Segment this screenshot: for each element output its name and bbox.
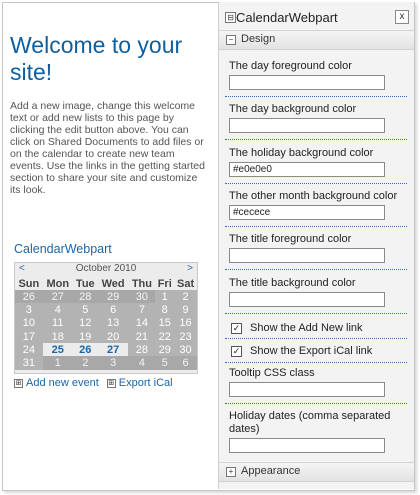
calendar-day[interactable]: 5	[73, 303, 98, 316]
show-export-row[interactable]	[231, 345, 372, 357]
show-export-checkbox[interactable]: ✓	[232, 345, 241, 356]
calendar-day[interactable]: 20	[98, 330, 129, 343]
calendar-day[interactable]: 23	[174, 330, 197, 343]
calendar-day[interactable]: 4	[128, 356, 155, 369]
design-section-label: Design	[241, 33, 276, 45]
weekday-header: Tue	[75, 277, 95, 290]
title-background-input[interactable]	[229, 292, 385, 307]
holiday-background-label: The holiday background color	[229, 147, 374, 159]
weekday-header: Sat	[176, 277, 195, 290]
next-month-button[interactable]: >	[187, 263, 193, 274]
show-add-new-checkbox[interactable]: ✓	[232, 322, 241, 333]
divider	[225, 183, 407, 184]
weekday-header: Fri	[157, 277, 172, 290]
expand-icon: ⊞	[15, 379, 22, 387]
divider	[225, 313, 407, 314]
weekday-header: Wed	[101, 277, 125, 290]
add-new-event-link[interactable]: Add new event	[26, 377, 99, 389]
appearance-section-label: Appearance	[241, 465, 301, 477]
calendar-actions	[14, 377, 173, 389]
calendar-day[interactable]: 27	[43, 290, 73, 303]
export-ical-link[interactable]: Export iCal	[118, 377, 173, 389]
holiday-background-input[interactable]	[229, 162, 385, 177]
divider	[225, 269, 407, 270]
design-section-header[interactable]	[219, 30, 414, 50]
show-add-new-row[interactable]	[231, 322, 363, 334]
weekday-header: Mon	[46, 277, 70, 290]
close-icon[interactable]: x	[395, 10, 409, 24]
day-foreground-label: The day foreground color	[229, 60, 352, 72]
calendar-day[interactable]: 1	[43, 356, 73, 369]
calendar-day-highlight[interactable]: 25	[43, 343, 73, 356]
calendar-day-highlight[interactable]: 26	[73, 343, 98, 356]
calendar-day[interactable]: 2	[73, 356, 98, 369]
calendar-day[interactable]: 6	[98, 303, 129, 316]
calendar-widget	[14, 262, 198, 374]
calendar-day-highlight[interactable]: 27	[98, 343, 129, 356]
day-foreground-input[interactable]	[229, 75, 385, 90]
calendar-day[interactable]: 17	[15, 330, 43, 343]
calendar-day[interactable]: 31	[15, 356, 43, 369]
calendar-day[interactable]: 4	[43, 303, 73, 316]
day-background-input[interactable]	[229, 118, 385, 133]
calendar-day[interactable]: 30	[174, 343, 197, 356]
calendar-day[interactable]: 11	[43, 317, 73, 330]
calendar-day[interactable]: 7	[128, 303, 155, 316]
divider	[225, 96, 407, 97]
calendar-day[interactable]: 8	[155, 303, 174, 316]
expand-icon: ⊞	[108, 379, 115, 387]
tool-pane-title: CalendarWebpart	[236, 10, 338, 25]
title-foreground-label: The title foreground color	[229, 233, 352, 245]
prev-month-button[interactable]: <	[19, 263, 25, 274]
calendar-grid	[15, 277, 197, 370]
calendar-day[interactable]: 24	[15, 343, 43, 356]
calendar-day[interactable]: 6	[174, 356, 197, 369]
calendar-day[interactable]: 29	[98, 290, 129, 303]
holiday-dates-input[interactable]	[229, 438, 385, 453]
divider	[225, 403, 407, 404]
calendar-day[interactable]: 29	[155, 343, 174, 356]
title-background-label: The title background color	[229, 277, 356, 289]
calendar-day[interactable]: 1	[155, 290, 174, 303]
tool-pane	[218, 2, 414, 489]
tool-pane-header	[219, 8, 414, 28]
tooltip-css-label: Tooltip CSS class	[229, 367, 315, 379]
calendar-day[interactable]: 9	[174, 303, 197, 316]
calendar-day[interactable]: 12	[73, 317, 98, 330]
holiday-dates-label: Holiday dates (comma separated dates)	[229, 410, 391, 435]
calendar-day[interactable]: 19	[73, 330, 98, 343]
day-background-label: The day background color	[229, 103, 357, 115]
tooltip-css-input[interactable]	[229, 382, 385, 397]
other-month-background-label: The other month background color	[229, 190, 398, 202]
other-month-background-input[interactable]	[229, 205, 385, 220]
calendar-day[interactable]: 3	[98, 356, 129, 369]
title-foreground-input[interactable]	[229, 248, 385, 263]
calendar-day[interactable]: 5	[155, 356, 174, 369]
calendar-day[interactable]: 3	[15, 303, 43, 316]
calendar-day[interactable]: 22	[155, 330, 174, 343]
calendar-day[interactable]: 28	[128, 343, 155, 356]
divider	[225, 226, 407, 227]
divider	[225, 139, 407, 140]
calendar-day[interactable]: 16	[174, 317, 197, 330]
calendar-day[interactable]: 10	[15, 317, 43, 330]
calendar-month-label: October 2010	[75, 263, 137, 274]
calendar-day[interactable]: 2	[174, 290, 197, 303]
welcome-title: Welcome to your site!	[10, 32, 183, 85]
calendar-day[interactable]: 21	[128, 330, 155, 343]
collapse-icon[interactable]: −	[226, 35, 236, 45]
calendar-day[interactable]: 30	[128, 290, 155, 303]
show-export-label: Show the Export iCal link	[250, 345, 373, 357]
show-add-new-label: Show the Add New link	[250, 322, 363, 334]
weekday-header: Sun	[18, 277, 40, 290]
calendar-day[interactable]: 15	[155, 317, 174, 330]
weekday-header: Thu	[131, 277, 152, 290]
calendar-day[interactable]: 26	[15, 290, 43, 303]
calendar-webpart-title[interactable]: CalendarWebpart	[14, 242, 112, 256]
calendar-day[interactable]: 18	[43, 330, 73, 343]
calendar-day[interactable]: 13	[98, 317, 129, 330]
calendar-nav	[15, 263, 197, 276]
expand-icon[interactable]: +	[226, 467, 236, 477]
collapse-icon[interactable]: ⊟	[225, 12, 236, 23]
calendar-day[interactable]: 28	[73, 290, 98, 303]
divider	[225, 338, 407, 339]
divider	[225, 362, 407, 363]
calendar-day[interactable]: 14	[128, 317, 155, 330]
welcome-text: Add a new image, change this welcome text or add new lists to this page by clicking the edit button above. You can click on Shared Documents to add files or on the calendar to create new team events. Use the links in the getting started section to share your site and customize its look.	[10, 100, 205, 196]
appearance-section-header[interactable]	[219, 462, 414, 482]
